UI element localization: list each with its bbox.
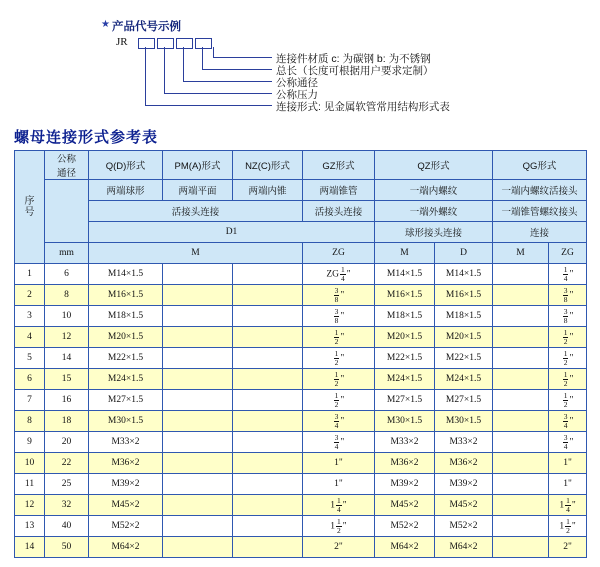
cell-qd: M16×1.5 bbox=[89, 285, 163, 306]
cell-qg-m bbox=[493, 516, 549, 537]
header-col-qg: QG形式 bbox=[493, 151, 587, 180]
cell-gz: $\frac{3}{8}$ " bbox=[303, 306, 375, 327]
cell-dn: 14 bbox=[45, 348, 89, 369]
cell-dn: 8 bbox=[45, 285, 89, 306]
leader-line-2-h bbox=[202, 69, 272, 70]
cell-qg-m bbox=[493, 474, 549, 495]
cell-qg-zg: $\frac{1}{2}$ " bbox=[549, 390, 587, 411]
cell-qg-m bbox=[493, 285, 549, 306]
cell-qg-zg: $\frac{1}{2}$ " bbox=[549, 369, 587, 390]
cell-nz bbox=[233, 537, 303, 558]
cell-dn: 20 bbox=[45, 432, 89, 453]
nut-connection-spec-table bbox=[14, 150, 587, 558]
cell-qz-m: M27×1.5 bbox=[375, 390, 435, 411]
cell-nz bbox=[233, 516, 303, 537]
cell-qg-m bbox=[493, 537, 549, 558]
cell-seq: 12 bbox=[15, 495, 45, 516]
table-row bbox=[15, 390, 587, 411]
cell-qg-m bbox=[493, 264, 549, 285]
cell-gz: 2" bbox=[303, 537, 375, 558]
table-row bbox=[15, 348, 587, 369]
diagram-title: 产品代号示例 bbox=[112, 21, 181, 33]
cell-pm bbox=[163, 306, 233, 327]
cell-nz bbox=[233, 390, 303, 411]
header-unit-qg-m: M bbox=[493, 243, 549, 264]
table-row bbox=[15, 537, 587, 558]
cell-qz-m: M14×1.5 bbox=[375, 264, 435, 285]
cell-qz-m: M52×2 bbox=[375, 516, 435, 537]
cell-pm bbox=[163, 453, 233, 474]
cell-gz: 1 $\frac{1}{4}$ " bbox=[303, 495, 375, 516]
cell-dn: 40 bbox=[45, 516, 89, 537]
callout-material: 连接件材质 c: 为碳钢 b: 为不锈钢 bbox=[276, 53, 431, 65]
header-qz-thread: 一端外螺纹 bbox=[375, 201, 493, 222]
header-col-qd: Q(D)形式 bbox=[89, 151, 163, 180]
cell-qg-zg: 1" bbox=[549, 474, 587, 495]
cell-qd: M27×1.5 bbox=[89, 390, 163, 411]
cell-pm bbox=[163, 327, 233, 348]
table-row bbox=[15, 453, 587, 474]
header-row-3 bbox=[15, 201, 587, 222]
cell-qg-zg: $\frac{3}{4}$ " bbox=[549, 411, 587, 432]
cell-gz: ZG $\frac{1}{4}$ " bbox=[303, 264, 375, 285]
cell-qg-zg: $\frac{1}{4}$ " bbox=[549, 264, 587, 285]
table-header bbox=[15, 151, 587, 264]
cell-dn: 10 bbox=[45, 306, 89, 327]
cell-pm bbox=[163, 369, 233, 390]
cell-seq: 13 bbox=[15, 516, 45, 537]
cell-qg-zg: $\frac{1}{2}$ " bbox=[549, 327, 587, 348]
header-left-connection: 活接头连接 bbox=[89, 201, 303, 222]
cell-dn: 6 bbox=[45, 264, 89, 285]
cell-qz-m: M36×2 bbox=[375, 453, 435, 474]
cell-qg-zg: $\frac{3}{4}$ " bbox=[549, 432, 587, 453]
cell-nz bbox=[233, 495, 303, 516]
header-unit-mm: mm bbox=[45, 243, 89, 264]
cell-seq: 7 bbox=[15, 390, 45, 411]
cell-dn: 22 bbox=[45, 453, 89, 474]
header-col-qz: QZ形式 bbox=[375, 151, 493, 180]
header-row-2 bbox=[15, 180, 587, 201]
cell-nz bbox=[233, 306, 303, 327]
header-nz-sub: 两端内锥 bbox=[233, 180, 303, 201]
cell-pm bbox=[163, 264, 233, 285]
leader-line-3-v bbox=[183, 47, 184, 81]
cell-qz-d: M33×2 bbox=[435, 432, 493, 453]
header-qd-sub: 两端球形 bbox=[89, 180, 163, 201]
table-row bbox=[15, 516, 587, 537]
code-prefix-label: JR bbox=[116, 36, 128, 48]
cell-dn: 50 bbox=[45, 537, 89, 558]
cell-qg-zg: $\frac{1}{2}$ " bbox=[549, 348, 587, 369]
table-row bbox=[15, 369, 587, 390]
leader-line-5-v bbox=[145, 47, 146, 105]
cell-qz-d: M27×1.5 bbox=[435, 390, 493, 411]
cell-qg-m bbox=[493, 306, 549, 327]
leader-line-5-h bbox=[145, 105, 272, 106]
cell-qd: M18×1.5 bbox=[89, 306, 163, 327]
page-title: 螺母连接形式参考表 bbox=[14, 129, 159, 146]
leader-line-3-h bbox=[183, 81, 272, 82]
header-row-5 bbox=[15, 243, 587, 264]
cell-nz bbox=[233, 327, 303, 348]
code-box-2 bbox=[157, 38, 174, 49]
cell-pm bbox=[163, 411, 233, 432]
cell-qg-zg: 1 $\frac{1}{2}$ " bbox=[549, 516, 587, 537]
header-dn-line1: 公称 bbox=[56, 154, 76, 165]
cell-qg-m bbox=[493, 348, 549, 369]
cell-qd: M30×1.5 bbox=[89, 411, 163, 432]
cell-qg-m bbox=[493, 495, 549, 516]
cell-pm bbox=[163, 390, 233, 411]
cell-qz-m: M30×1.5 bbox=[375, 411, 435, 432]
cell-gz: $\frac{3}{4}$ " bbox=[303, 432, 375, 453]
cell-gz: $\frac{1}{2}$ " bbox=[303, 327, 375, 348]
header-unit-zg: ZG bbox=[303, 243, 375, 264]
header-dn-label bbox=[45, 151, 89, 180]
cell-pm bbox=[163, 432, 233, 453]
cell-nz bbox=[233, 474, 303, 495]
leader-line-1-h bbox=[213, 57, 272, 58]
cell-pm bbox=[163, 516, 233, 537]
header-row-1 bbox=[15, 151, 587, 180]
header-unit-qg-zg: ZG bbox=[549, 243, 587, 264]
cell-nz bbox=[233, 411, 303, 432]
cell-nz bbox=[233, 285, 303, 306]
cell-seq: 11 bbox=[15, 474, 45, 495]
cell-qz-d: M64×2 bbox=[435, 537, 493, 558]
cell-gz: $\frac{1}{2}$ " bbox=[303, 348, 375, 369]
cell-seq: 1 bbox=[15, 264, 45, 285]
cell-seq: 14 bbox=[15, 537, 45, 558]
cell-nz bbox=[233, 264, 303, 285]
header-qg-sub: 一端内螺纹活接头 bbox=[493, 180, 587, 201]
cell-seq: 3 bbox=[15, 306, 45, 327]
cell-pm bbox=[163, 537, 233, 558]
cell-seq: 4 bbox=[15, 327, 45, 348]
cell-dn: 16 bbox=[45, 390, 89, 411]
cell-qg-zg: $\frac{3}{8}$ " bbox=[549, 285, 587, 306]
header-unit-qz-d: D bbox=[435, 243, 493, 264]
cell-nz bbox=[233, 453, 303, 474]
cell-qz-d: M30×1.5 bbox=[435, 411, 493, 432]
header-qz-ball: 球形接头连接 bbox=[375, 222, 493, 243]
cell-dn: 25 bbox=[45, 474, 89, 495]
cell-qz-m: M33×2 bbox=[375, 432, 435, 453]
table-row bbox=[15, 411, 587, 432]
cell-pm bbox=[163, 285, 233, 306]
cell-qd: M39×2 bbox=[89, 474, 163, 495]
cell-qd: M22×1.5 bbox=[89, 348, 163, 369]
table-row bbox=[15, 306, 587, 327]
header-gz-sub: 两端锥管 bbox=[303, 180, 375, 201]
cell-qd: M52×2 bbox=[89, 516, 163, 537]
cell-qz-m: M20×1.5 bbox=[375, 327, 435, 348]
cell-qz-d: M14×1.5 bbox=[435, 264, 493, 285]
cell-qz-m: M22×1.5 bbox=[375, 348, 435, 369]
cell-pm bbox=[163, 474, 233, 495]
callout-total-length: 总长（长度可根据用户要求定制） bbox=[276, 65, 434, 77]
header-seq: 序 号 bbox=[15, 151, 45, 264]
cell-seq: 6 bbox=[15, 369, 45, 390]
cell-qz-m: M24×1.5 bbox=[375, 369, 435, 390]
cell-qd: M20×1.5 bbox=[89, 327, 163, 348]
product-code-diagram bbox=[0, 0, 600, 125]
leader-line-4-h bbox=[164, 93, 272, 94]
cell-qg-m bbox=[493, 432, 549, 453]
table-row bbox=[15, 474, 587, 495]
code-box-1 bbox=[138, 38, 155, 49]
leader-line-1-v bbox=[213, 47, 214, 57]
header-qg-conn: 连接 bbox=[493, 222, 587, 243]
header-qg-thread: 一端锥管螺纹接头 bbox=[493, 201, 587, 222]
cell-qg-zg: 2" bbox=[549, 537, 587, 558]
cell-qz-d: M16×1.5 bbox=[435, 285, 493, 306]
cell-qz-d: M22×1.5 bbox=[435, 348, 493, 369]
callout-connection-type: 连接形式: 见金属软管常用结构形式表 bbox=[276, 101, 450, 113]
cell-seq: 8 bbox=[15, 411, 45, 432]
cell-qd: M64×2 bbox=[89, 537, 163, 558]
cell-gz: $\frac{1}{2}$ " bbox=[303, 390, 375, 411]
cell-qz-m: M16×1.5 bbox=[375, 285, 435, 306]
header-pm-sub: 两端平面 bbox=[163, 180, 233, 201]
cell-qg-m bbox=[493, 369, 549, 390]
cell-nz bbox=[233, 348, 303, 369]
header-dn-blank bbox=[45, 180, 89, 243]
code-box-4 bbox=[195, 38, 212, 49]
cell-seq: 2 bbox=[15, 285, 45, 306]
cell-qd: M36×2 bbox=[89, 453, 163, 474]
cell-qd: M33×2 bbox=[89, 432, 163, 453]
cell-qz-m: M18×1.5 bbox=[375, 306, 435, 327]
cell-dn: 12 bbox=[45, 327, 89, 348]
table-row bbox=[15, 285, 587, 306]
header-unit-m: M bbox=[89, 243, 303, 264]
cell-qz-m: M39×2 bbox=[375, 474, 435, 495]
cell-gz: 1 $\frac{1}{2}$ " bbox=[303, 516, 375, 537]
header-qz-sub: 一端内螺纹 bbox=[375, 180, 493, 201]
cell-qg-m bbox=[493, 327, 549, 348]
cell-qg-zg: 1 $\frac{1}{4}$ " bbox=[549, 495, 587, 516]
cell-qg-m bbox=[493, 390, 549, 411]
cell-gz: $\frac{1}{2}$ " bbox=[303, 369, 375, 390]
star-icon: ★ bbox=[101, 19, 110, 30]
cell-qg-m bbox=[493, 411, 549, 432]
cell-nz bbox=[233, 432, 303, 453]
cell-qz-d: M20×1.5 bbox=[435, 327, 493, 348]
header-col-nz: NZ(C)形式 bbox=[233, 151, 303, 180]
cell-seq: 5 bbox=[15, 348, 45, 369]
callout-nominal-pressure: 公称压力 bbox=[276, 89, 318, 101]
cell-qz-d: M39×2 bbox=[435, 474, 493, 495]
cell-gz: $\frac{3}{4}$ " bbox=[303, 411, 375, 432]
cell-qz-d: M24×1.5 bbox=[435, 369, 493, 390]
cell-qz-d: M45×2 bbox=[435, 495, 493, 516]
leader-line-4-v bbox=[164, 47, 165, 93]
cell-qd: M45×2 bbox=[89, 495, 163, 516]
table-body bbox=[15, 264, 587, 558]
cell-qz-d: M36×2 bbox=[435, 453, 493, 474]
cell-qg-zg: 1" bbox=[549, 453, 587, 474]
cell-dn: 32 bbox=[45, 495, 89, 516]
cell-dn: 18 bbox=[45, 411, 89, 432]
cell-qd: M24×1.5 bbox=[89, 369, 163, 390]
leader-line-2-v bbox=[202, 47, 203, 69]
cell-seq: 9 bbox=[15, 432, 45, 453]
table-row bbox=[15, 264, 587, 285]
code-box-3 bbox=[176, 38, 193, 49]
callout-nominal-diameter: 公称通径 bbox=[276, 77, 318, 89]
cell-gz: 1" bbox=[303, 474, 375, 495]
cell-qg-zg: $\frac{3}{8}$ " bbox=[549, 306, 587, 327]
header-unit-qz-m: M bbox=[375, 243, 435, 264]
header-d1-label: D1 bbox=[89, 222, 375, 243]
header-col-gz: GZ形式 bbox=[303, 151, 375, 180]
cell-seq: 10 bbox=[15, 453, 45, 474]
table-row bbox=[15, 432, 587, 453]
cell-qg-m bbox=[493, 453, 549, 474]
header-gz-connection: 活接头连接 bbox=[303, 201, 375, 222]
cell-pm bbox=[163, 495, 233, 516]
cell-pm bbox=[163, 348, 233, 369]
cell-dn: 15 bbox=[45, 369, 89, 390]
cell-nz bbox=[233, 369, 303, 390]
cell-gz: $\frac{3}{8}$ " bbox=[303, 285, 375, 306]
cell-qz-d: M52×2 bbox=[435, 516, 493, 537]
cell-gz: 1" bbox=[303, 453, 375, 474]
table-row bbox=[15, 495, 587, 516]
cell-qz-d: M18×1.5 bbox=[435, 306, 493, 327]
spec-table-wrap bbox=[14, 150, 586, 558]
header-dn-line2: 通径 bbox=[56, 168, 76, 179]
cell-qz-m: M45×2 bbox=[375, 495, 435, 516]
table-row bbox=[15, 327, 587, 348]
header-col-pm: PM(A)形式 bbox=[163, 151, 233, 180]
cell-qz-m: M64×2 bbox=[375, 537, 435, 558]
cell-qd: M14×1.5 bbox=[89, 264, 163, 285]
header-row-4 bbox=[15, 222, 587, 243]
